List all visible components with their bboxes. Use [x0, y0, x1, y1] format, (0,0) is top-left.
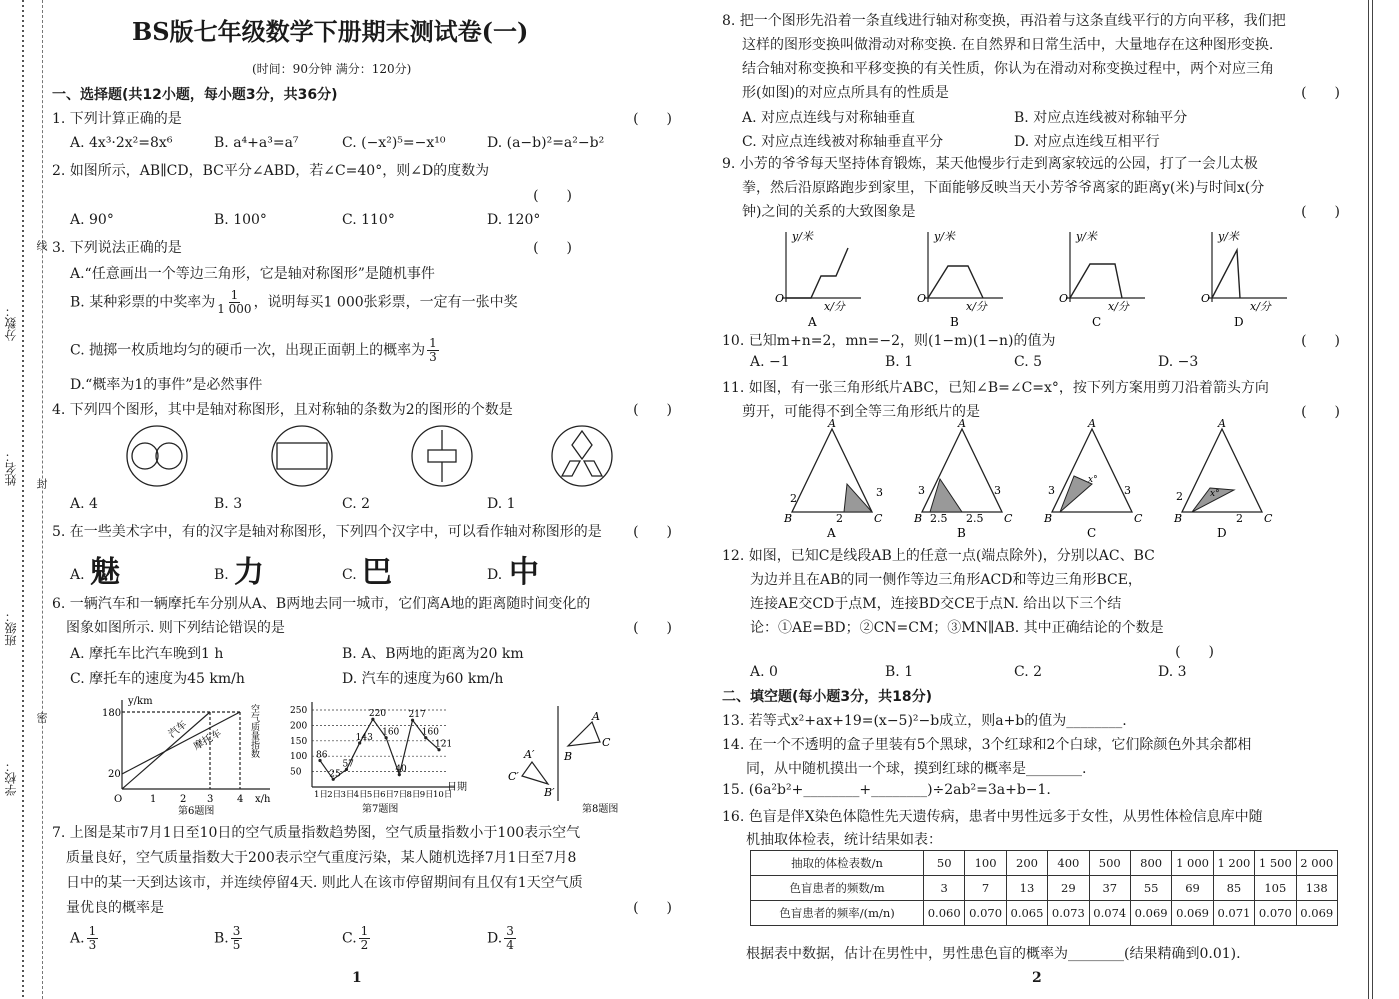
y-axis-label: 空气质量指数	[249, 704, 259, 758]
table-cell: 1 500	[1255, 851, 1296, 876]
table-cell: 29	[1048, 876, 1089, 901]
y-tick-label: 150	[290, 736, 308, 747]
figure-circle-square	[412, 426, 472, 486]
car-line-label: 汽车	[166, 719, 190, 741]
x-tick-label: 6日	[380, 790, 395, 800]
x-axis-label: x/分	[1108, 300, 1129, 313]
char-option-d: 中	[509, 555, 539, 590]
y-axis-label: y/米	[1076, 230, 1097, 243]
table-cell: 1 000	[1172, 851, 1213, 876]
option-letter: D	[1234, 315, 1244, 329]
table-cell: 800	[1130, 851, 1171, 876]
question-2: 2. 如图所示，AB∥CD，BC平分∠ABD，若∠C=40°，则∠D的度数为 ( ) A. 90° B. 100° C. 110° D. 120°	[52, 163, 572, 228]
table-cell: 105	[1255, 876, 1296, 901]
figure-circle-two-circles	[127, 426, 187, 486]
svg-text:B′: B′	[544, 786, 555, 799]
option-letter: B	[950, 315, 959, 329]
triangle-option-d	[1173, 417, 1273, 540]
question-10: 10. 已知m+n=2，mn=−2，则(1−m)(1−n)的值为 ( ) A. −1 B. 1 C. 5 D. −3	[722, 330, 1340, 380]
colorblind-data-table	[750, 850, 1338, 926]
triangle-option-a	[783, 417, 883, 540]
answer-bracket: ( )	[1175, 644, 1214, 660]
fraction: $\frac{1}{3}$	[429, 336, 437, 364]
figure-caption: 第8题图	[582, 804, 619, 815]
svg-text:3: 3	[1124, 484, 1131, 497]
svg-text:x°: x°	[1210, 489, 1220, 499]
char-option-b: 力	[234, 555, 264, 590]
svg-text:A: A	[828, 417, 836, 430]
table-cell: 50	[924, 851, 965, 876]
question-15: 15. (6a²b²+________+________)÷2ab²=3a+b−1.	[722, 782, 1051, 798]
data-label: 57	[342, 759, 354, 770]
answer-bracket: ( )	[533, 240, 572, 256]
y-axis-label: y/米	[1218, 230, 1239, 243]
answer-bracket: ( )	[633, 900, 672, 916]
svg-text:C′: C′	[508, 770, 519, 783]
answer-bracket: ( )	[1301, 404, 1340, 420]
table-cell: 0.069	[1296, 901, 1337, 926]
svg-text:2.5: 2.5	[930, 512, 948, 525]
table-cell: 0.071	[1213, 901, 1254, 926]
y-axis-label: y/km	[128, 696, 153, 707]
table-cell: 3	[924, 876, 965, 901]
question-16-footer: 根据表中数据，估计在男性中，男性患色盲的概率为________(结果精确到0.01).	[746, 946, 1241, 962]
x-axis-label: x/h	[255, 794, 271, 805]
table-cell: 138	[1296, 876, 1337, 901]
table-cell: 0.070	[965, 901, 1006, 926]
table-cell: 13	[1006, 876, 1047, 901]
svg-text:B: B	[914, 512, 923, 525]
right-edge-rule	[1368, 0, 1373, 999]
answer-bracket: ( )	[633, 524, 672, 540]
data-label: 143	[355, 732, 373, 743]
svg-text:C: C	[874, 512, 883, 525]
question-4: 4. 下列四个图形，其中是轴对称图形，且对称轴的条数为2的图形的个数是 ( ) A. 4 B. 3 C. 2 D. 1	[52, 399, 672, 519]
table-cell: 69	[1172, 876, 1213, 901]
table-cell: 0.065	[1006, 901, 1047, 926]
x-tick-label: 5日	[366, 790, 381, 800]
y-tick-label: 200	[290, 721, 308, 732]
name-label: 姓名：	[4, 450, 18, 486]
question-9: 9. 小芳的爷爷每天坚持体育锻炼，某天他慢步行走到离家较远的公园，打了一会儿太极 拳，然后沿原路跑步到家里，下面能够反映当天小芳爷爷离家的距离y(米)与时间x(分 钟)之间的关系的大致图象是 ( )	[722, 156, 1340, 220]
row-header: 色盲患者的频数/m	[751, 876, 924, 901]
option-letter: C	[1087, 526, 1097, 540]
x-tick-label: 7日	[393, 790, 408, 800]
svg-text:3: 3	[876, 486, 883, 499]
section-choice-heading: 一、选择题(共12小题，每小题3分，共36分)	[52, 87, 338, 103]
answer-bracket: ( )	[1301, 204, 1340, 220]
option-letter: A	[808, 315, 817, 329]
x-tick-label: 3日	[340, 790, 355, 800]
question-16-line1: 16. 色盲是伴X染色体隐性先天遗传病，患者中男性远多于女性，从男性体检信息库中随	[722, 809, 1263, 825]
table-cell: 0.069	[1172, 901, 1213, 926]
svg-text:B: B	[1044, 512, 1053, 525]
x-tick-label: 10日	[433, 790, 453, 800]
svg-text:3: 3	[994, 484, 1001, 497]
data-label: 25	[329, 769, 341, 780]
table-cell: 85	[1213, 876, 1254, 901]
y-tick-label: 100	[290, 752, 308, 763]
svg-text:A: A	[592, 710, 600, 723]
table-cell: 100	[965, 851, 1006, 876]
question-3: 3. 下列说法正确的是 ( ) A.“任意画出一个等边三角形，它是轴对称图形”是随机事件 B. 某种彩票的中奖率为 $\frac{1}{1 000}$ ，说明每买1 000张彩票，一定有一张中奖 C. 抛掷一枚质地均匀的硬币一次，出现正面朝上的概率为 $\frac{1}{3}$ D.“概率为1的事件”是必然事件	[52, 237, 672, 397]
graph-line	[1070, 264, 1122, 298]
cut-line-mark: 线	[35, 240, 48, 251]
answer-bracket: ( )	[633, 620, 672, 636]
table-cell: 55	[1130, 876, 1171, 901]
graph-option-b	[917, 230, 1003, 329]
graph-option-d	[1201, 230, 1287, 329]
origin-label: O	[1201, 292, 1211, 305]
figure-8-glide-reflection	[502, 706, 622, 816]
question-1: 1. 下列计算正确的是 ( ) A. 4x³·2x²=8x⁶ B. a⁴+a³=a⁷ C. (−x²)⁵=−x¹⁰ D. (a−b)²=a²−b²	[52, 108, 672, 158]
origin-label: O	[917, 292, 927, 305]
data-label: 40	[395, 764, 407, 775]
svg-text:C: C	[1004, 512, 1013, 525]
x-axis-label: x/分	[966, 300, 987, 313]
data-label: 121	[435, 739, 453, 750]
svg-text:2.5: 2.5	[966, 512, 984, 525]
question-16-line2: 机抽取体检表，统计结果如表：	[746, 832, 942, 848]
answer-bracket: ( )	[1301, 85, 1340, 101]
data-label: 220	[368, 709, 387, 720]
x-tick-label: 8日	[406, 790, 421, 800]
q9-graph-options	[772, 226, 1312, 328]
svg-text:B: B	[1174, 512, 1183, 525]
y-axis-label: y/米	[934, 230, 955, 243]
answer-bracket: ( )	[633, 111, 672, 127]
table-cell: 400	[1048, 851, 1089, 876]
graph-line	[928, 266, 983, 298]
question-8: 8. 把一个图形先沿着一条直线进行轴对称变换，再沿着与这条直线平行的方向平移，我们把 这样的图形变换叫做滑动对称变换. 在自然界和日常生活中，大量地存在这种图形变换. 结合轴对称变换和平移变换的有关性质，你认为在滑动对称变换过程中，两个对应三角 形(如图)的对应点所具有的性质是 ( ) A. 对应点连线与对称轴垂直 B. 对应点连线被对称轴平分 C. 对应点连线被对称轴垂直平分 D. 对应点连线互相平行	[722, 13, 1340, 150]
figure-circle-rectangle	[272, 426, 332, 486]
row-header: 抽取的体检表数/n	[751, 851, 924, 876]
table-cell: 37	[1089, 876, 1130, 901]
x-tick: 4	[237, 794, 244, 805]
figure-caption: 第6题图	[178, 806, 215, 817]
table-cell: 0.060	[924, 901, 965, 926]
svg-text:A: A	[1218, 417, 1226, 430]
origin-label: O	[114, 794, 123, 805]
svg-text:3: 3	[1048, 484, 1055, 497]
moto-line-label: 摩托车	[192, 728, 224, 753]
page-left	[52, 0, 672, 999]
table-cell: 1 200	[1213, 851, 1254, 876]
x-tick-label: 1日	[314, 790, 328, 800]
triangle-option-c	[1043, 417, 1143, 540]
question-14-line2: 同，从中随机摸出一个球，摸到红球的概率是________.	[746, 761, 1087, 777]
table-cell: 0.074	[1089, 901, 1130, 926]
y-axis-label: y/米	[792, 230, 813, 243]
graph-option-a	[775, 230, 861, 329]
y-tick-label: 50	[290, 767, 302, 778]
question-6: 6. 一辆汽车和一辆摩托车分别从A、B两地去同一城市，它们离A地的距离随时间变化的 图象如图所示. 则下列结论错误的是 ( ) A. 摩托车比汽车晚到1 h B. A、B两地的距离为20 km C. 摩托车的速度为45 km/h D. 汽车的速度为60 km/h	[52, 596, 672, 687]
table-cell: 0.070	[1255, 901, 1296, 926]
option-letter: B	[957, 526, 966, 540]
class-label: 班级：	[4, 610, 18, 646]
y-tick: 20	[108, 769, 121, 780]
option-letter: A	[827, 526, 836, 540]
svg-text:2: 2	[790, 492, 797, 505]
x-axis-label: 日期	[447, 782, 467, 793]
y-tick-label: 250	[290, 706, 308, 716]
cut-secret-mark: 密	[35, 712, 48, 723]
x-tick-label: 9日	[419, 790, 434, 800]
x-tick: 2	[180, 794, 187, 805]
table-cell: 0.069	[1130, 901, 1171, 926]
data-label: 217	[408, 710, 426, 721]
x-axis-label: x/分	[824, 300, 845, 313]
question-13: 13. 若等式x²+ax+19=(x−5)²−b成立，则a+b的值为________.	[722, 713, 1127, 729]
data-label: 160	[421, 727, 439, 738]
question-14-line1: 14. 在一个不透明的盒子里装有5个黑球，3个红球和2个白球，它们除颜色外其余都相	[722, 737, 1252, 753]
page-title: BS版七年级数学下册期末测试卷(一)	[132, 17, 529, 46]
table-cell: 500	[1089, 851, 1130, 876]
question-7: 7. 上图是某市7月1日至10日的空气质量指数趋势图，空气质量指数小于100表示空气 质量良好，空气质量指数大于200表示空气重度污染，某人随机选择7月1日至7月8 日中的某一天到达该市，并连续停留4天. 则此人在该市停留期间有且仅有1天空气质 量优良的概率是 ( ) A. $\frac{1}{3}$ B. $\frac{3}{5}$ C. $\frac{1}{2}$ D. $\frac{3}{4}$	[52, 825, 672, 952]
x-tick: 1	[150, 794, 157, 805]
x-tick-label: 4日	[353, 790, 368, 800]
svg-text:2: 2	[1176, 490, 1183, 503]
question-12: 12. 如图，已知C是线段AB上的任意一点(端点除外)，分别以AC、BC 为边并且在AB的同一侧作等边三角形ACD和等边三角形BCE， 连接AE交CD于点M，连接BD交CE于点N. 给出以下三个结 论：①AE=BD；②CN=CM；③MN∥AB. 其中正确结论的个数是 ( ) A. 0 B. 1 C. 2 D. 3	[722, 548, 1214, 680]
table-row	[751, 901, 1338, 926]
figure-circle-diamonds	[552, 426, 612, 486]
table-cell: 7	[965, 876, 1006, 901]
page-number-2: 2	[1032, 970, 1042, 986]
fraction: $\frac{1}{1 000}$	[217, 288, 252, 316]
triangle-option-b	[913, 417, 1013, 540]
q11-triangle-options	[782, 417, 1312, 540]
answer-bracket: ( )	[1301, 333, 1340, 349]
figure-caption: 第7题图	[362, 804, 399, 815]
svg-text:B: B	[564, 750, 573, 763]
svg-text:C: C	[1134, 512, 1143, 525]
char-option-a: 魅	[90, 555, 120, 590]
x-tick: 3	[207, 794, 214, 805]
svg-text:C: C	[602, 736, 611, 749]
answer-bracket: ( )	[533, 188, 572, 204]
graph-line	[786, 248, 848, 298]
svg-text:A′: A′	[524, 748, 535, 761]
table-row	[751, 851, 1338, 876]
table-cell: 2 000	[1296, 851, 1337, 876]
svg-text:C: C	[1264, 512, 1273, 525]
graph-line	[1212, 250, 1240, 298]
data-label: 86	[316, 750, 328, 761]
svg-text:B: B	[784, 512, 793, 525]
option-letter: D	[1217, 526, 1227, 540]
table-row	[751, 876, 1338, 901]
char-option-c: 巴	[362, 555, 392, 590]
page-number-1: 1	[352, 970, 362, 986]
cut-seal-mark: 封	[35, 478, 48, 489]
section-fill-heading: 二、填空题(每小题3分，共18分)	[722, 689, 933, 705]
table-cell: 200	[1006, 851, 1047, 876]
svg-text:2: 2	[836, 512, 843, 525]
svg-text:A: A	[958, 417, 966, 430]
answer-bracket: ( )	[633, 402, 672, 418]
binding-margin	[0, 0, 48, 999]
origin-label: O	[775, 292, 785, 305]
svg-text:3: 3	[918, 484, 925, 497]
option-letter: C	[1092, 315, 1102, 329]
table-cell: 0.073	[1048, 901, 1089, 926]
row-header: 色盲患者的频率/(m/n)	[751, 901, 924, 926]
svg-text:2: 2	[1236, 512, 1243, 525]
graph-option-c	[1059, 230, 1145, 329]
x-axis-label: x/分	[1250, 300, 1271, 313]
svg-text:A: A	[1088, 417, 1096, 430]
y-tick: 180	[102, 708, 122, 719]
data-label: 160	[382, 727, 400, 738]
school-label: 学校：	[4, 760, 18, 796]
question-5: 5. 在一些美术字中，有的汉字是轴对称图形，下列四个汉字中，可以看作轴对称图形的是 ( ) A. 魅 B. 力 C. 巴 D. 中	[52, 521, 672, 586]
symmetry-figures	[122, 421, 622, 491]
figure-7-chart	[249, 692, 482, 816]
exam-info: (时间：90分钟 满分：120分)	[252, 62, 412, 76]
origin-label: O	[1059, 292, 1069, 305]
svg-text:x°: x°	[1088, 475, 1098, 485]
question-11: 11. 如图，有一张三角形纸片ABC，已知∠B=∠C=x°，按下列方案用剪刀沿着箭头方向 剪开，可能得不到全等三角形纸片的是 ( )	[722, 380, 1340, 420]
x-tick-label: 2日	[327, 790, 342, 800]
score-label: 分数：	[4, 305, 18, 341]
